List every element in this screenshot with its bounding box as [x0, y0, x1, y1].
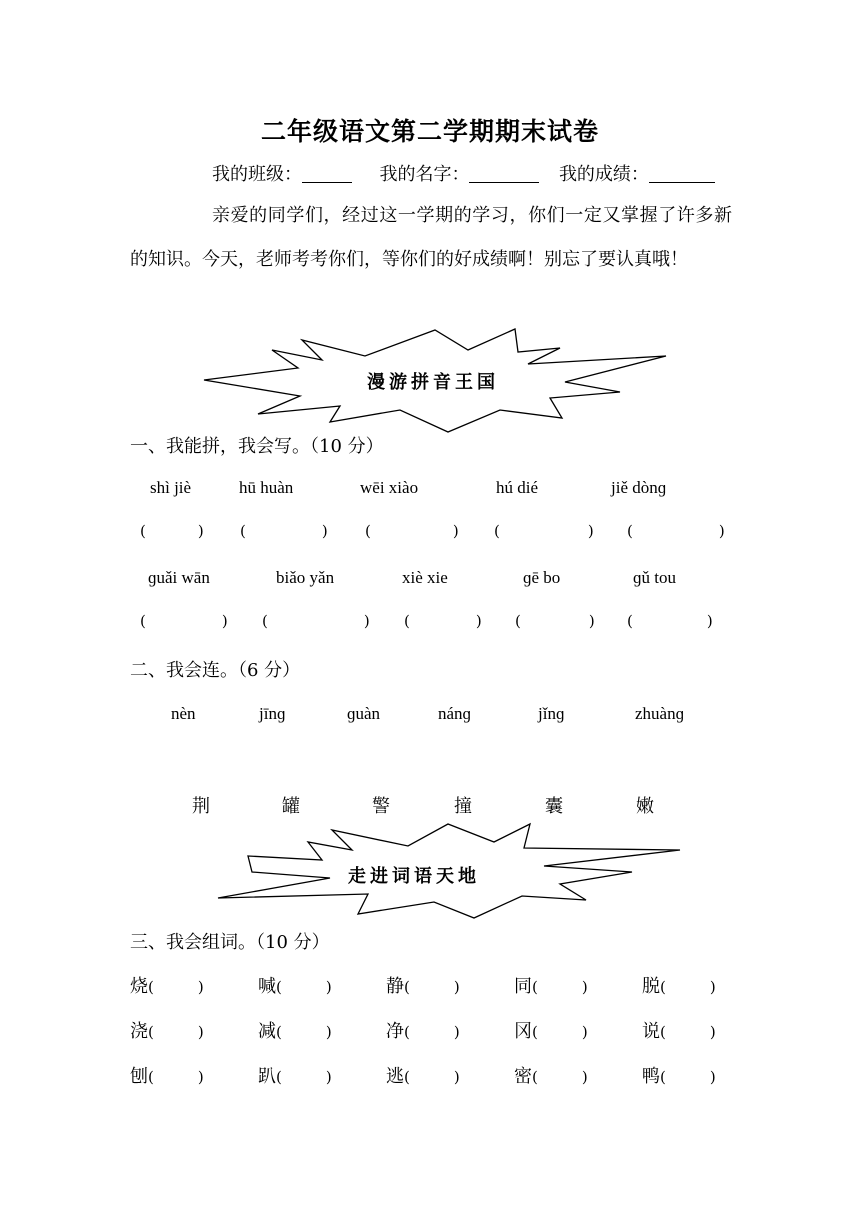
match-char-4[interactable]: 撞 — [454, 796, 472, 817]
pinyin-2-5: ɡǔ tou — [633, 568, 676, 587]
word-item[interactable]: 减( ) — [258, 1021, 332, 1042]
pinyin-2-3: xiè xie — [402, 568, 448, 587]
match-pinyin-6[interactable]: zhuànɡ — [635, 704, 685, 723]
match-char-5[interactable]: 囊 — [545, 796, 563, 817]
match-pinyin-4[interactable]: nánɡ — [438, 704, 472, 723]
word-item[interactable]: 逃( ) — [386, 1066, 460, 1087]
name-label: 我的名字： — [379, 164, 470, 185]
class-blank[interactable] — [302, 164, 352, 183]
pinyin-2-2: biǎo yǎn — [276, 568, 335, 587]
pinyin-1-3: wēi xiào — [360, 478, 419, 497]
pinyin-1-2: hū huàn — [239, 478, 294, 497]
section-2-heading: 二、我会连。（6 分） — [130, 660, 301, 681]
score-label: 我的成绩： — [558, 164, 649, 185]
match-char-2[interactable]: 罐 — [282, 796, 300, 817]
page-title: 二年级语文第二学期期末试卷 — [260, 117, 599, 146]
word-item[interactable]: 喊( ) — [258, 976, 332, 997]
answer-box-2-4[interactable]: ( ) — [515, 612, 595, 630]
word-item[interactable]: 同( ) — [514, 976, 588, 997]
word-item[interactable]: 静( ) — [386, 976, 460, 997]
word-item[interactable]: 密( ) — [514, 1066, 588, 1087]
answer-box-2-2[interactable]: ( ) — [262, 612, 370, 630]
match-pinyin-2[interactable]: jīnɡ — [259, 704, 286, 723]
intro-paragraph: 亲爱的同学们，经过这一学期的学习，你们一定又掌握了许多新的知识。今天，老师考考你们，等你们的好成绩啊！别忘了要认真哦！ — [130, 205, 732, 270]
word-item[interactable]: 说( ) — [642, 1021, 716, 1042]
answer-box-1-2[interactable]: ( ) — [240, 522, 328, 540]
pinyin-1-5: jiě dònɡ — [611, 478, 667, 497]
word-item[interactable]: 冈( ) — [514, 1021, 588, 1042]
score-blank[interactable] — [649, 164, 715, 183]
answer-box-1-3[interactable]: ( ) — [365, 522, 459, 540]
starburst-banner-2 — [212, 822, 682, 922]
match-char-6[interactable]: 嫩 — [636, 796, 654, 817]
info-line — [212, 160, 715, 186]
answer-box-2-5[interactable]: ( ) — [627, 612, 713, 630]
section-3-heading: 三、我会组词。（10 分） — [130, 932, 330, 953]
word-item[interactable]: 鸭( ) — [642, 1066, 716, 1087]
name-blank[interactable] — [469, 164, 539, 183]
match-pinyin-3[interactable]: ɡuàn — [347, 704, 381, 723]
section-1-heading: 一、我能拼，我会写。（10 分） — [130, 436, 384, 457]
word-item[interactable]: 趴( ) — [258, 1066, 332, 1087]
answer-box-2-1[interactable]: ( ) — [140, 612, 228, 630]
word-item[interactable]: 刨( ) — [130, 1066, 204, 1087]
banner-1-label: 漫游拼音王国 — [367, 372, 499, 393]
class-label: 我的班级： — [212, 164, 302, 185]
answer-box-2-3[interactable]: ( ) — [404, 612, 482, 630]
pinyin-1-4: hú dié — [496, 478, 539, 497]
word-item[interactable]: 净( ) — [386, 1021, 460, 1042]
match-char-3[interactable]: 警 — [372, 796, 390, 817]
word-item[interactable]: 烧( ) — [130, 976, 204, 997]
answer-box-1-5[interactable]: ( ) — [627, 522, 725, 540]
answer-box-1-4[interactable]: ( ) — [494, 522, 594, 540]
banner-2-label: 走进词语天地 — [348, 866, 480, 887]
match-char-1[interactable]: 荆 — [192, 796, 210, 817]
pinyin-2-4: ɡē bo — [523, 568, 561, 587]
pinyin-2-1: ɡuǎi wān — [148, 568, 210, 587]
word-item[interactable]: 浇( ) — [130, 1021, 204, 1042]
match-pinyin-1[interactable]: nèn — [171, 704, 196, 723]
match-pinyin-5[interactable]: jǐnɡ — [538, 704, 565, 723]
pinyin-1-1: shì jiè — [150, 478, 192, 497]
word-item[interactable]: 脱( ) — [642, 976, 716, 997]
answer-box-1-1[interactable]: ( ) — [140, 522, 204, 540]
starburst-banner-1 — [200, 326, 670, 436]
